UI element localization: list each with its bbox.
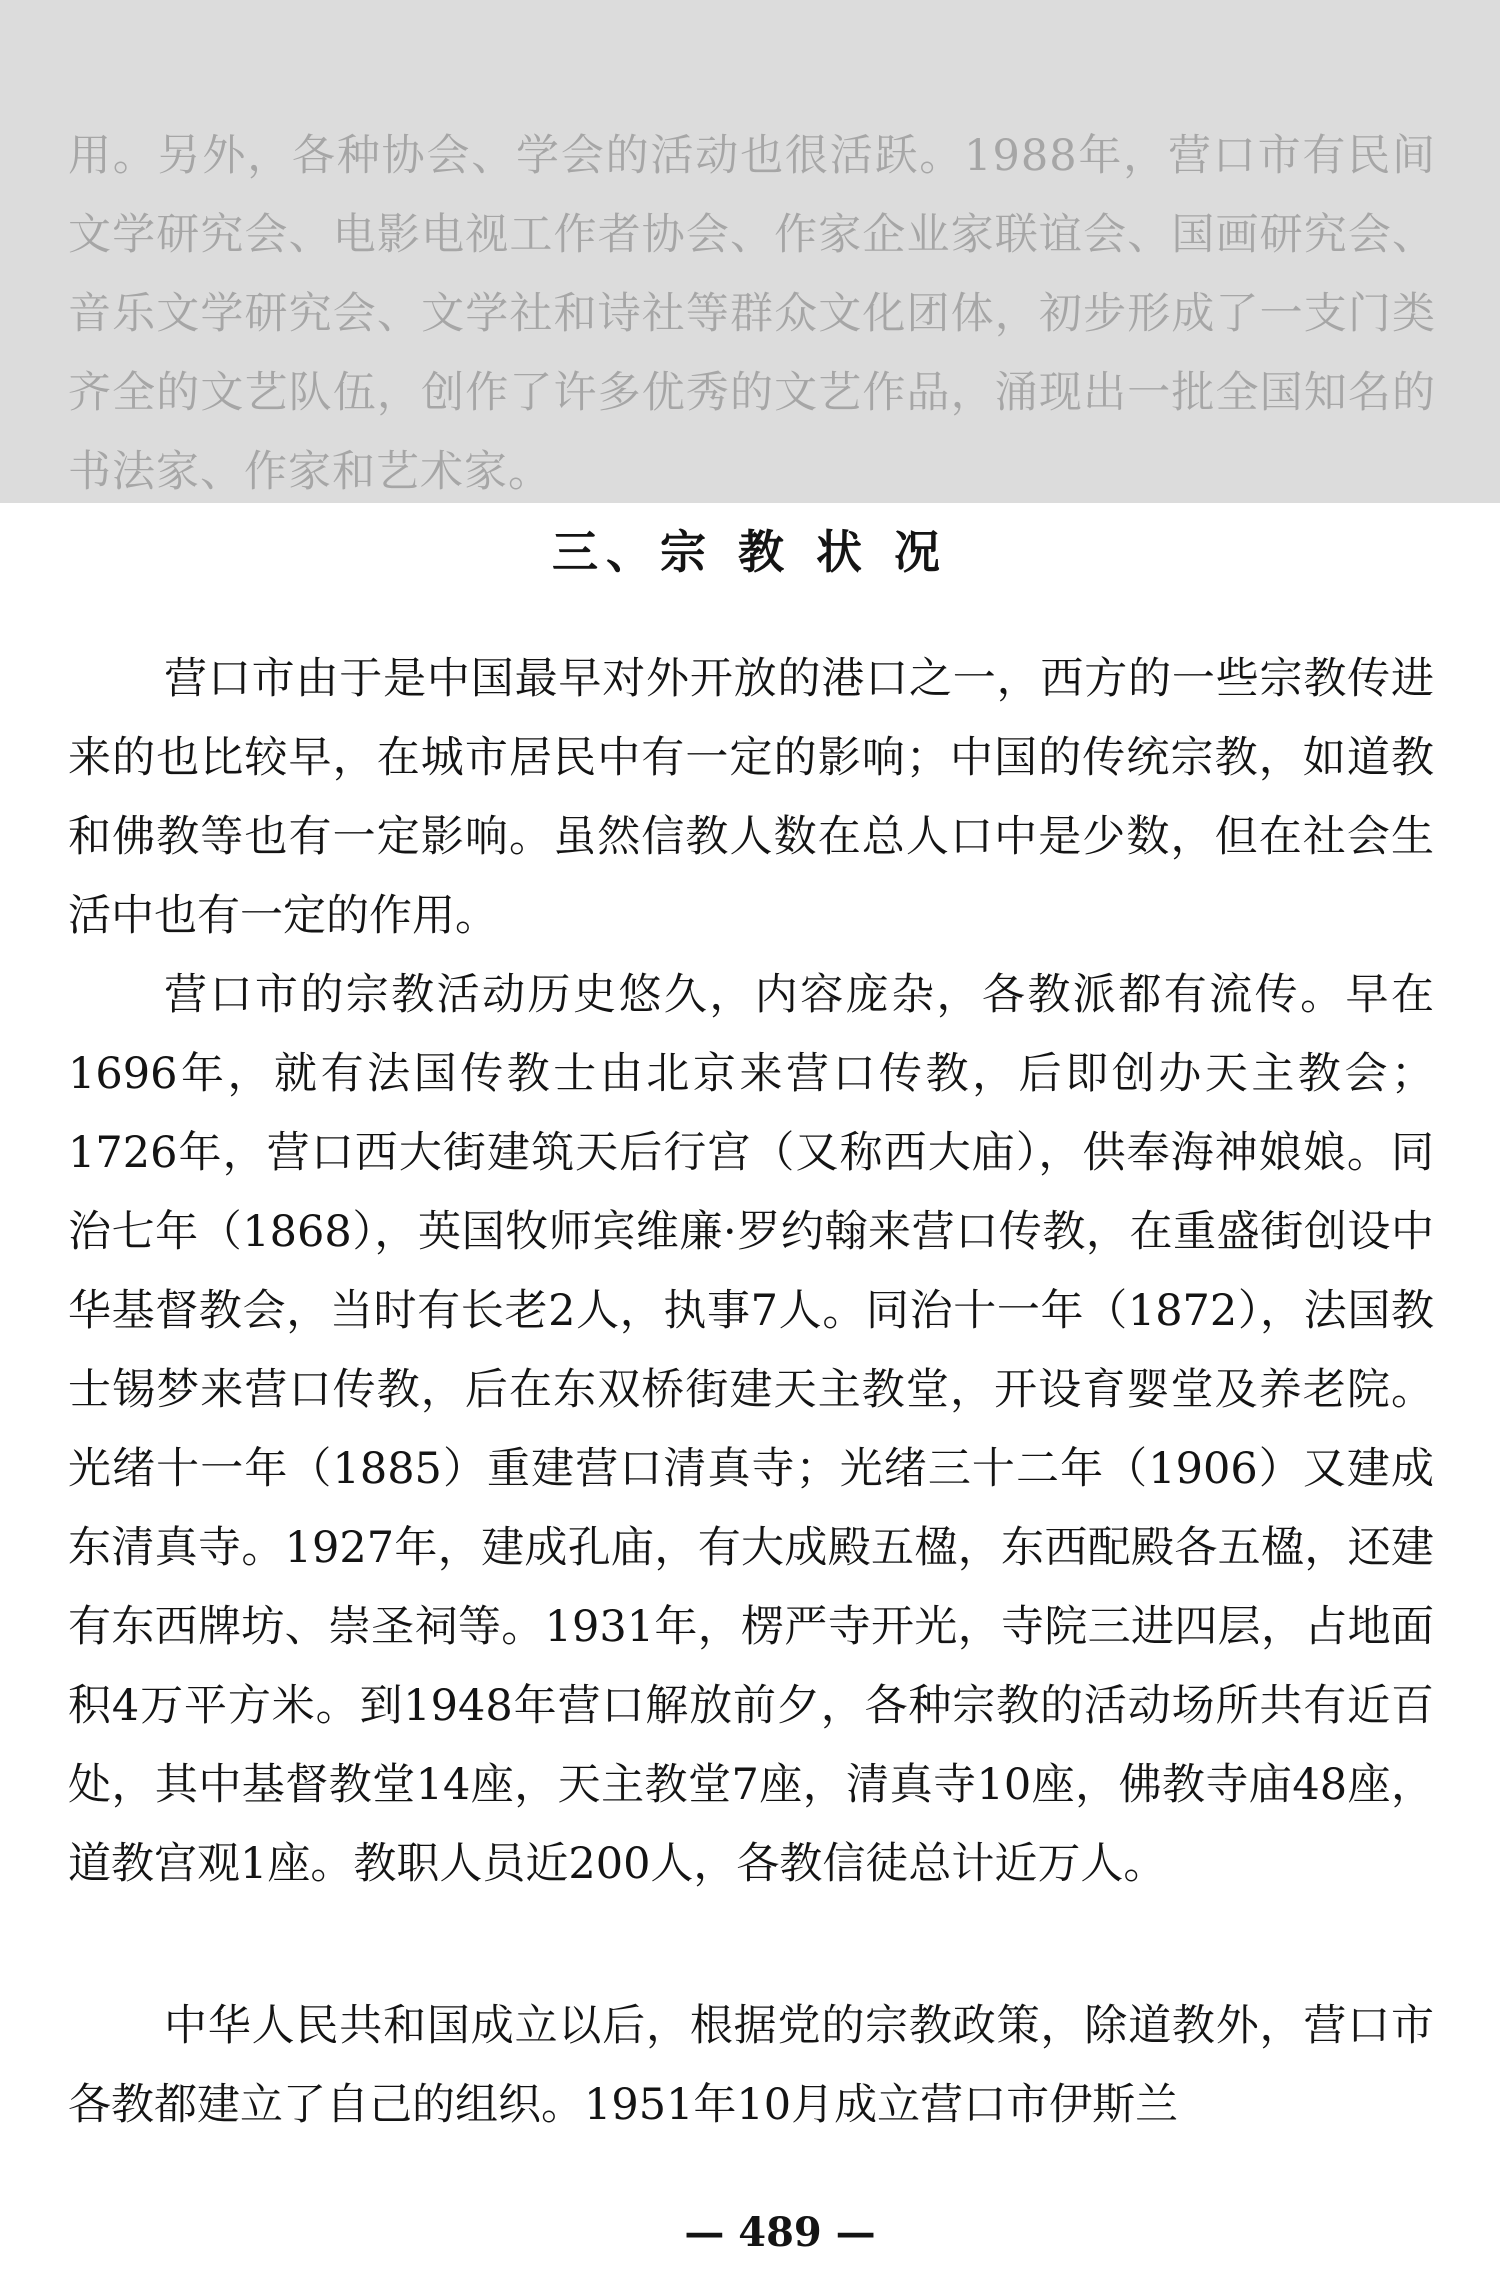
- faded-paragraph: 用。另外，各种协会、学会的活动也很活跃。1988年，营口市有民间文学研究会、电影电视工作者协会、作家企业家联谊会、国画研究会、音乐文学研究会、文学社和诗社等群众文化团体，初步形成了一支门类齐全的文艺队伍，创作了许多优秀的文艺作品，涌现出一批全国知名的书法家、作家和艺术家。: [68, 131, 1436, 497]
- faded-paragraph-block: [0, 0, 1500, 503]
- body-paragraph-1: 营口市由于是中国最早对外开放的港口之一，西方的一些宗教传进来的也比较早，在城市居民中有一定的影响；中国的传统宗教，如道教和佛教等也有一定影响。虽然信教人数在总人口中是少数，但在社会生活中也有一定的作用。: [68, 654, 1434, 941]
- body-paragraph-3: 中华人民共和国成立以后，根据党的宗教政策，除道教外，营口市各教都建立了自己的组织。1951年10月成立营口市伊斯兰: [68, 2001, 1434, 2130]
- body-paragraph-2: 营口市的宗教活动历史悠久，内容庞杂，各教派都有流传。早在1696年，就有法国传教士由北京来营口传教，后即创办天主教会；1726年，营口西大街建筑天后行宫（又称西大庙），供奉海神娘娘。同治七年（1868），英国牧师宾维廉·罗约翰来营口传教，在重盛街创设中华基督教会，当时有长老2人，执事7人。同治十一年（1872），法国教士锡梦来营口传教，后在东双桥街建天主教堂，开设育婴堂及养老院。光绪十一年（1885）重建营口清真寺；光绪三十二年（1906）又建成东清真寺。1927年，建成孔庙，有大成殿五楹，东西配殿各五楹，还建有东西牌坊、崇圣祠等。1931年，楞严寺开光，寺院三进四层，占地面积4万平方米。到1948年营口解放前夕，各种宗教的活动场所共有近百处，其中基督教堂14座，天主教堂7座，清真寺10座，佛教寺庙48座，道教宫观1座。教职人员近200人，各教信徒总计近万人。: [68, 970, 1434, 1889]
- section-heading: 三、宗 教 状 况: [551, 525, 949, 579]
- page-number: — 489 —: [684, 2209, 876, 2256]
